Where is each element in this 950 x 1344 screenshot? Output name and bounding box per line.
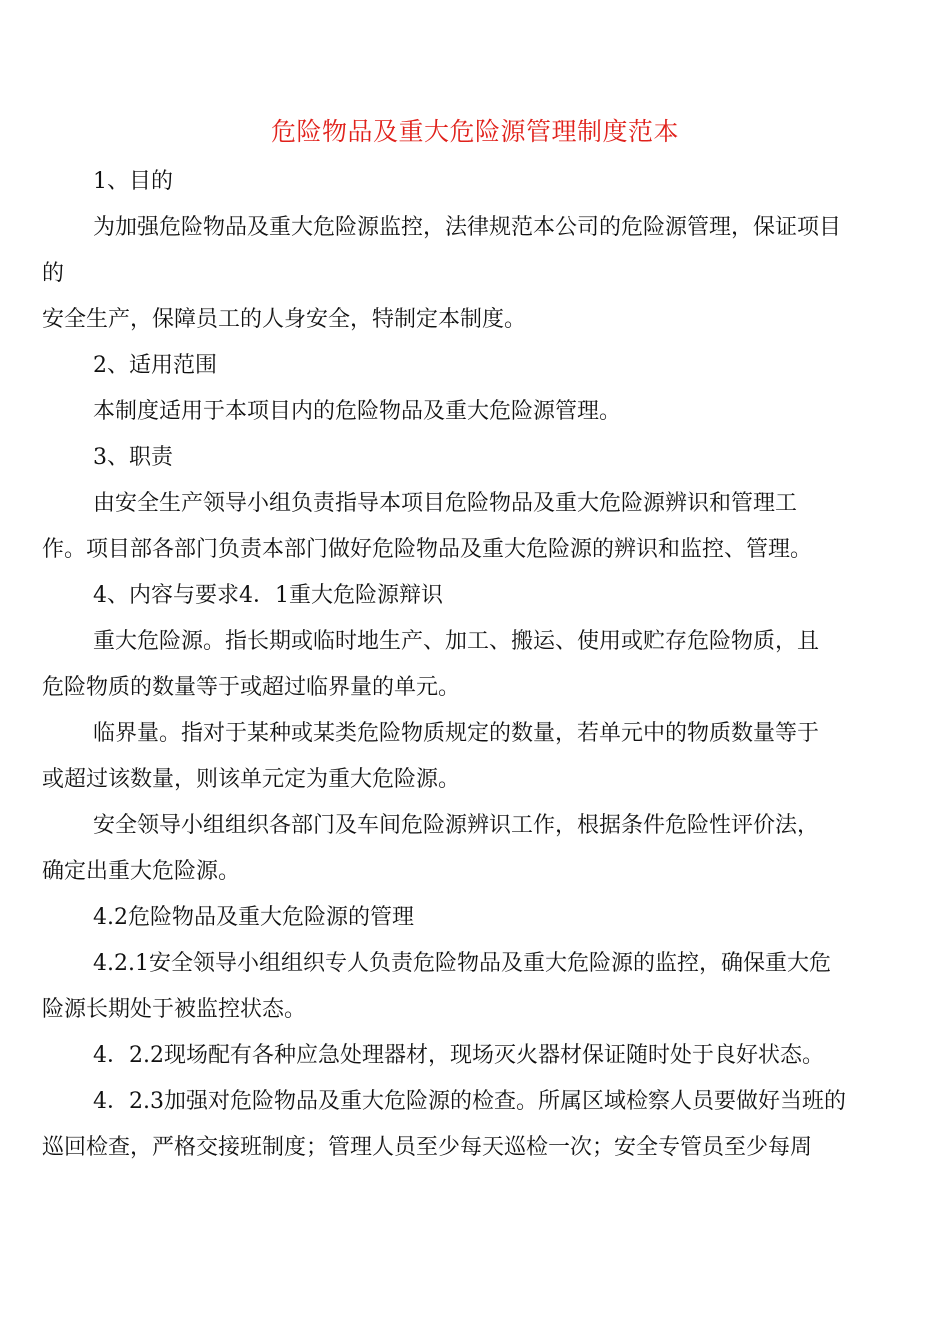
paragraph-line: 的 (42, 261, 65, 286)
paragraph-line: 本制度适用于本项目内的危险物品及重大危险源管理。 (93, 399, 622, 424)
section-heading-management: 4.2危险物品及重大危险源的管理 (93, 905, 414, 930)
section-heading-responsibility: 3、职责 (93, 445, 173, 470)
paragraph-line: 重大危险源。指长期或临时地生产、加工、搬运、使用或贮存危险物质，且 (93, 629, 820, 654)
paragraph-line: 安全领导小组组织各部门及车间危险源辨识工作，根据条件危险性评价法， (93, 813, 820, 838)
paragraph-line: 由安全生产领导小组负责指导本项目危险物品及重大危险源辨识和管理工 (93, 491, 798, 516)
paragraph-line: 巡回检查，严格交接班制度；管理人员至少每天巡检一次；安全专管员至少每周 (42, 1135, 813, 1160)
paragraph-line: 4．2.2现场配有各种应急处理器材，现场灭火器材保证随时处于良好状态。 (93, 1043, 824, 1068)
paragraph-line: 确定出重大危险源。 (42, 859, 241, 884)
paragraph-line: 作。项目部各部门负责本部门做好危险物品及重大危险源的辨识和监控、管理。 (42, 537, 813, 562)
document-title: 危险物品及重大危险源管理制度范本 (270, 117, 679, 146)
section-heading-scope: 2、适用范围 (93, 353, 217, 378)
paragraph-line: 4.2.1安全领导小组组织专人负责危险物品及重大危险源的监控，确保重大危 (93, 951, 831, 976)
paragraph-line: 临界量。指对于某种或某类危险物质规定的数量，若单元中的物质数量等于 (93, 721, 820, 746)
paragraph-line: 4．2.3加强对危险物品及重大危险源的检查。所属区域检察人员要做好当班的 (93, 1089, 846, 1114)
paragraph-line: 险源长期处于被监控状态。 (42, 997, 307, 1022)
section-heading-purpose: 1、目的 (93, 169, 173, 194)
paragraph-line: 为加强危险物品及重大危险源监控，法律规范本公司的危险源管理，保证项目 (93, 215, 842, 240)
paragraph-line: 安全生产，保障员工的人身安全，特制定本制度。 (42, 307, 527, 332)
paragraph-line: 危险物质的数量等于或超过临界量的单元。 (42, 675, 461, 700)
section-heading-content: 4、内容与要求4．1重大危险源辩识 (93, 583, 443, 608)
paragraph-line: 或超过该数量，则该单元定为重大危险源。 (42, 767, 461, 792)
